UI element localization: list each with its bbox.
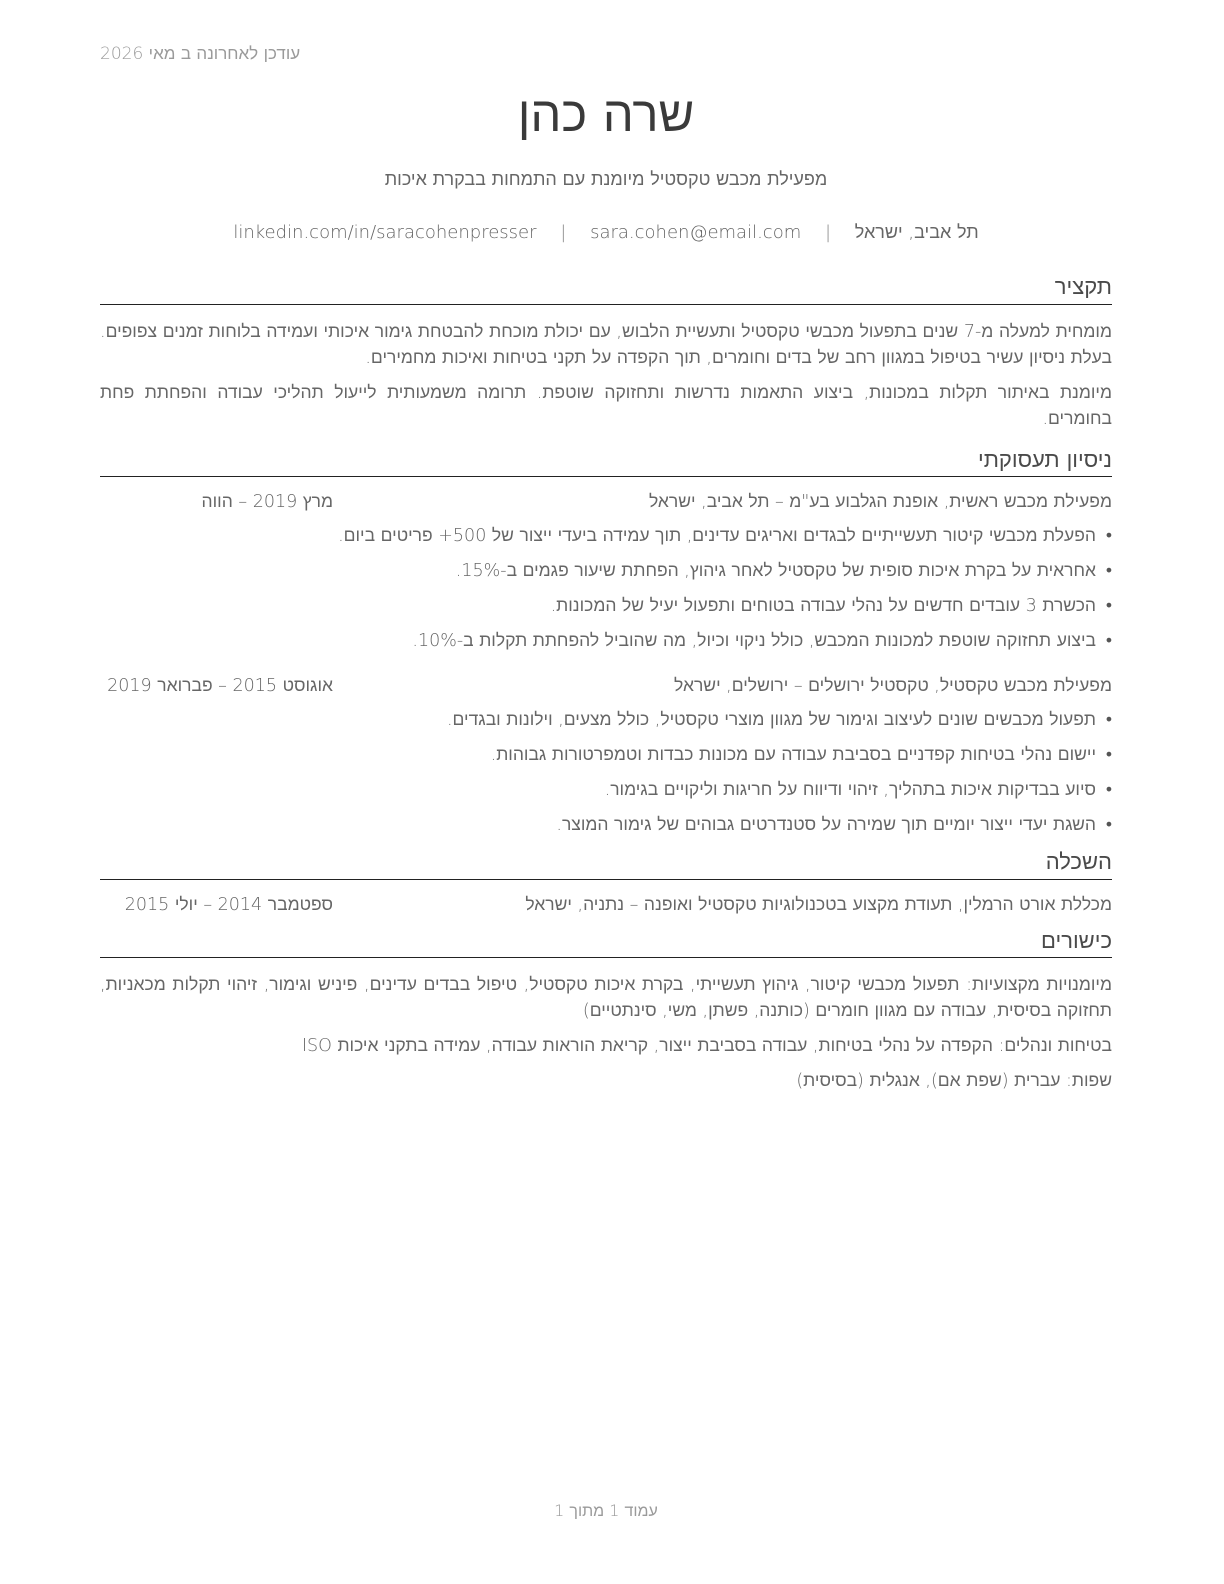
job-dates: מרץ 2019 – הווה <box>201 492 333 513</box>
job-header <box>100 675 1112 703</box>
contact-separator: | <box>824 222 832 243</box>
list-item: • יישום נהלי בטיחות קפדניים בסביבת עבודה עם מכונות כבדות וטמפרטורות גבוהות. <box>100 738 1112 773</box>
skills-line: שפות: עברית (שפת אם), אנגלית (בסיסית) <box>796 1071 1112 1092</box>
list-item: • השגת יעדי ייצור יומיים תוך שמירה על סטנדרטים גבוהים של גימור המוצר. <box>100 808 1112 843</box>
bullet-icon: • <box>1105 526 1112 547</box>
job-title: מפעילת מכבש ראשית, אופנת הגלבוע בע"מ – תל אביב, ישראל <box>649 492 1112 513</box>
bullet-icon: • <box>1105 745 1112 766</box>
job-title: מפעילת מכבש טקסטיל, טקסטיל ירושלים – ירושלים, ישראל <box>674 676 1112 697</box>
contact-line <box>100 222 1112 243</box>
candidate-tagline: מפעילת מכבש טקסטיל מיומנת עם התמחות בבקרת איכות <box>384 169 828 190</box>
resume-page <box>100 0 1112 1584</box>
contact-location: תל אביב, ישראל <box>854 222 979 243</box>
contact-separator: | <box>560 222 567 243</box>
last-updated: עודכן לאחרונה ב מאי 2026 <box>100 44 301 64</box>
bullet-icon: • <box>1105 561 1112 582</box>
page-number: עמוד 1 מתוך 1 <box>554 1501 658 1520</box>
bullet-icon: • <box>1105 631 1112 652</box>
skills-heading: כישורים <box>100 928 1112 959</box>
summary-paragraph: מיומנת באיתור תקלות במכונות, ביצוע התאמות נדרשות ותחזוקה שוטפת. תרומה משמעותית לייעול תהליכי עבודה והפחתת פחת בחומרים. <box>100 382 1112 429</box>
candidate-name: שרה כהן <box>517 86 695 143</box>
job-entry <box>100 491 1112 659</box>
summary-heading: תקציר <box>100 274 1112 305</box>
list-item: • ביצוע תחזוקה שוטפת למכונות המכבש, כולל ניקוי וכיול, מה שהוביל להפחתת תקלות ב-10%. <box>100 624 1112 659</box>
job-bullets <box>100 703 1112 843</box>
contact-linkedin-link[interactable]: linkedin.com/in/saracohenpresser <box>233 222 537 243</box>
list-item: • הפעלת מכבשי קיטור תעשייתיים לבגדים ואריגים עדינים, תוך עמידה ביעדי ייצור של 500+ פריטים ביום. <box>100 519 1112 554</box>
summary-paragraph: מומחית למעלה מ-7 שנים בתפעול מכבשי טקסטיל ותעשיית הלבוש, עם יכולת מוכחת להבטחת גימור איכותי ועמידה בלוחות זמנים צפופים. בעלת ניסיון עשיר בטיפול במגוון רחב של בדים וחומרים, תוך הקפדה על תקני בטיחות ואיכות מחמירים. <box>100 321 1112 368</box>
resume-content <box>100 274 1112 1103</box>
job-bullets <box>100 519 1112 659</box>
experience-heading: ניסיון תעסוקתי <box>100 447 1112 478</box>
skills-line: מיומנויות מקצועיות: תפעול מכבשי קיטור, גיהוץ תעשייתי, בקרת איכות טקסטיל, טיפול בבדים עדינים, פיניש וגימור, זיהוי תקלות מכאניות, תחזוקה בסיסית, עבודה עם מגוון חומרים (כותנה, פשתן, משי, סינתטיים) <box>100 975 1112 1022</box>
list-item: • סיוע בבדיקות איכות בתהליך, זיהוי ודיווח על חריגות וליקויים בגימור. <box>100 773 1112 808</box>
job-dates: אוגוסט 2015 – פברואר 2019 <box>107 676 333 697</box>
list-item: • תפעול מכבשים שונים לעיצוב וגימור של מגוון מוצרי טקסטיל, כולל מצעים, וילונות ובגדים. <box>100 703 1112 738</box>
education-title: מכללת אורט הרמלין, תעודת מקצוע בטכנולוגיות טקסטיל ואופנה – נתניה, ישראל <box>525 894 1112 915</box>
bullet-icon: • <box>1105 780 1112 801</box>
job-header <box>100 491 1112 519</box>
skills-line: בטיחות ונהלים: הקפדה על נהלי בטיחות, עבודה בסביבת ייצור, קריאת הוראות עבודה, עמידה בתקני איכות ISO <box>301 1036 1112 1057</box>
list-item: • הכשרת 3 עובדים חדשים על נהלי עבודה בטוחים ותפעול יעיל של המכונות. <box>100 589 1112 624</box>
job-entry <box>100 675 1112 843</box>
contact-email-link[interactable]: sara.cohen@email.com <box>590 222 802 243</box>
education-entry <box>100 894 1112 922</box>
bullet-icon: • <box>1105 596 1112 617</box>
list-item: • אחראית על בקרת איכות סופית של טקסטיל לאחר גיהוץ, הפחתת שיעור פגמים ב-15%. <box>100 554 1112 589</box>
education-dates: ספטמבר 2014 – יולי 2015 <box>124 894 333 915</box>
bullet-icon: • <box>1105 710 1112 731</box>
education-heading: השכלה <box>100 849 1112 880</box>
bullet-icon: • <box>1105 815 1112 836</box>
